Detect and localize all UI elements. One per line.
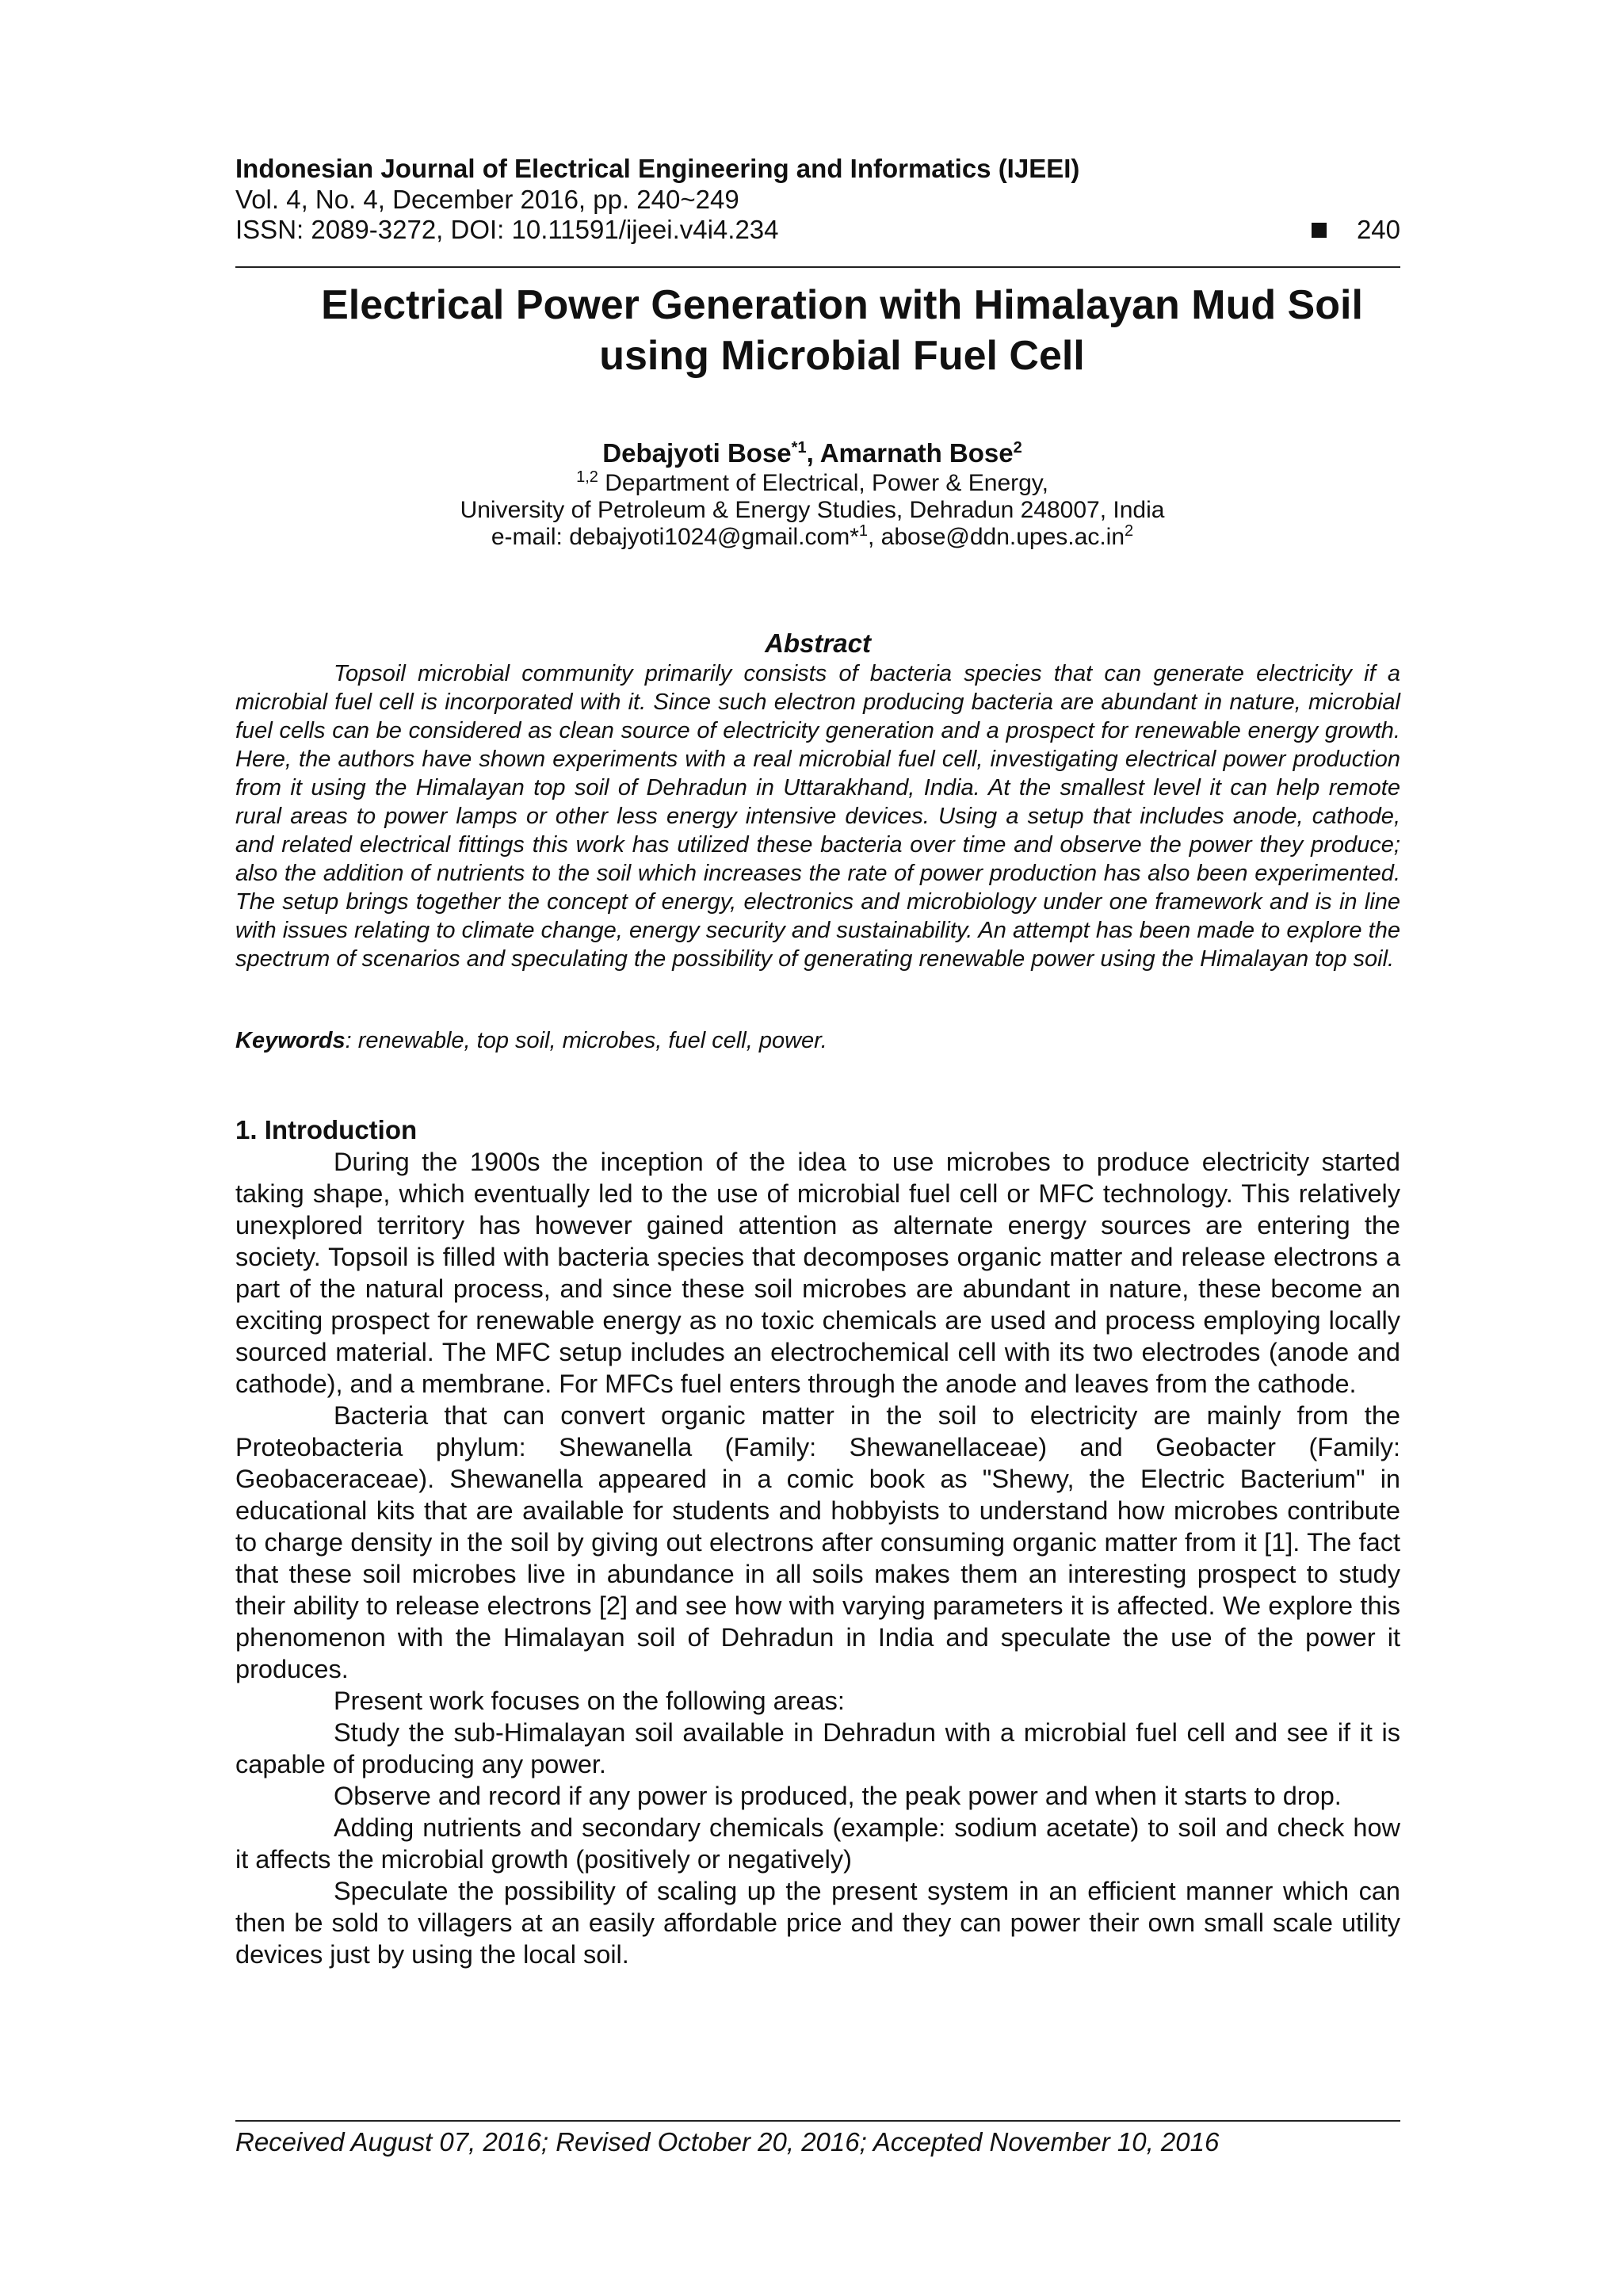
page-number-block — [1312, 215, 1400, 245]
journal-title: Indonesian Journal of Electrical Engineering and Informatics (IJEEI) — [235, 154, 1080, 183]
issn-line: ISSN: 2089-3272, DOI: 10.11591/ijeei.v4i4.234 — [235, 215, 779, 244]
author-2-superscript: 2 — [1013, 439, 1022, 457]
abstract-body: Topsoil microbial community primarily consists of bacteria species that can generate electricity if a microbial fuel cell is incorporated with it. Since such electron producing bacteria are abundant in nature, microbial fuel cells can be considered as clean source of electricity generation and a prospect for renewable energy growth. Here, the authors have shown experiments with a real microbial fuel cell, investigating electrical power production from it using the Himalayan top soil of Dehradun in Uttarakhand, India. At the smallest level it can help remote rural areas to power lamps or other less energy intensive devices. Using a setup that includes anode, cathode, and related electrical fittings this work has utilized these bacteria over time and observe the power they produce; also the addition of nutrients to the soil which increases the rate of power production has also been experimented. The setup brings together the concept of energy, electronics and microbiology under one framework and is in line with issues relating to climate change, energy security and sustainability. An attempt has been made to explore the spectrum of scenarios and speculating the possibility of generating renewable power using the Himalayan top soil. — [235, 661, 1400, 972]
author-names — [317, 437, 1308, 470]
email-line — [317, 524, 1308, 551]
author-1: Debajyoti Bose — [602, 438, 792, 468]
email-2-superscript: 2 — [1125, 522, 1134, 540]
abstract-heading: Abstract — [765, 628, 871, 658]
author-2: Amarnath Bose — [819, 438, 1014, 468]
paper-title — [158, 280, 1526, 381]
page-number: 240 — [1356, 215, 1400, 244]
paper-title-line-1: Electrical Power Generation with Himalayan Mud Soil — [321, 282, 1363, 328]
section-heading-introduction: 1. Introduction — [235, 1115, 418, 1144]
volume-line: Vol. 4, No. 4, December 2016, pp. 240~249 — [235, 185, 739, 214]
keywords-label: Keywords — [235, 1028, 346, 1053]
author-separator: , — [806, 438, 820, 468]
author-block — [317, 437, 1308, 551]
affiliation-line-2: University of Petroleum & Energy Studies, Dehradun 248007, India — [460, 497, 1165, 523]
intro-paragraph: Present work focuses on the following areas: — [334, 1687, 845, 1715]
issn-row — [235, 215, 1400, 245]
intro-paragraph: Observe and record if any power is produced, the peak power and when it starts to drop. — [334, 1782, 1342, 1810]
email-prefix: e-mail: debajyoti1024@gmail.com* — [491, 524, 859, 550]
affiliation-superscript: 1,2 — [576, 468, 598, 486]
email-second: , abose@ddn.upes.ac.in — [868, 524, 1125, 550]
black-square-icon — [1312, 223, 1327, 238]
affiliation-text-1: Department of Electrical, Power & Energy, — [605, 470, 1048, 496]
keywords-text: : renewable, top soil, microbes, fuel cell, power. — [345, 1028, 827, 1053]
intro-paragraph: Speculate the possibility of scaling up the present system in an efficient manner which can then be sold to villagers at an easily affordable price and they can power their own small scale utility devices just by using the local soil. — [235, 1877, 1400, 1969]
footer-divider — [235, 2120, 1400, 2122]
affiliation-line-1 — [317, 470, 1308, 497]
intro-paragraph: Adding nutrients and secondary chemicals (example: sodium acetate) to soil and check how it affects the microbial growth (positively or negatively) — [235, 1813, 1400, 1874]
paper-title-line-2: using Microbial Fuel Cell — [599, 333, 1085, 379]
introduction-body — [235, 1146, 1400, 1970]
received-dates: Received August 07, 2016; Revised October 20, 2016; Accepted November 10, 2016 — [235, 2127, 1220, 2157]
header-divider — [235, 266, 1400, 268]
keywords-line — [235, 1026, 1400, 1055]
intro-paragraph: Bacteria that can convert organic matter in the soil to electricity are mainly from the Proteobacteria phylum: Shewanella (Family: Shewanellaceae) and Geobacter (Family: Geobaceraceae). Shewanella appeared in a comic book as "Shewy, the Electric Bacterium" in educational kits that are available for students and hobbyists to understand how microbes contribute to charge density in the soil by giving out electrons after consuming organic matter from it [1]. The fact that these soil microbes live in abundance in all soils makes them an interesting prospect to study their ability to release electrons [2] and see how with varying parameters it is affected. We explore this phenomenon with the Himalayan soil of Dehradun in India and speculate the use of the power it produces. — [235, 1401, 1400, 1683]
email-1-superscript: 1 — [858, 522, 868, 540]
intro-paragraph: During the 1900s the inception of the idea to use microbes to produce electricity started taking shape, which eventually led to the use of microbial fuel cell or MFC technology. This relatively unexplored territory has however gained attention as alternate energy sources are entering the society. Topsoil is filled with bacteria species that decomposes organic matter and release electrons a part of the natural process, and since these soil microbes are abundant in nature, these become an exciting prospect for renewable energy as no toxic chemicals are used and process employing locally sourced material. The MFC setup includes an electrochemical cell with its two electrodes (anode and cathode), and a membrane. For MFCs fuel enters through the anode and leaves from the cathode. — [235, 1148, 1400, 1398]
journal-header — [235, 153, 1400, 245]
intro-paragraph: Study the sub-Himalayan soil available in Dehradun with a microbial fuel cell and see if it is capable of producing any power. — [235, 1718, 1400, 1778]
author-1-superscript: *1 — [791, 439, 807, 457]
